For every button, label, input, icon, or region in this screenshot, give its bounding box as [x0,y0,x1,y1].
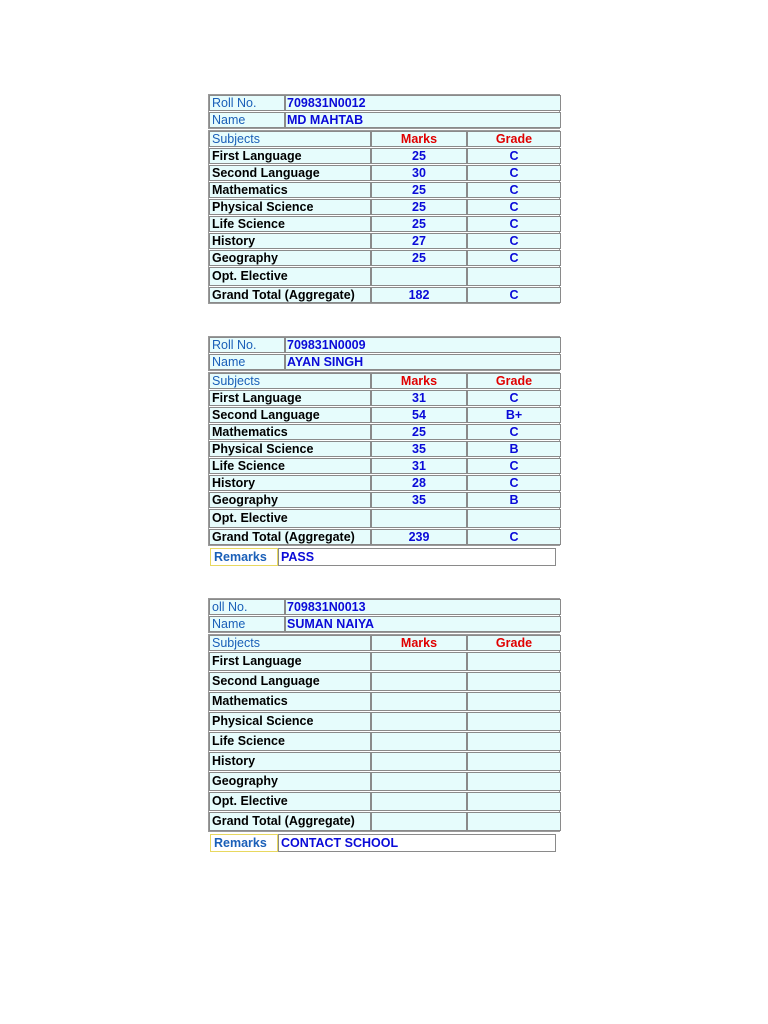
subject-name: Physical Science [209,712,371,731]
marks-header: Marks [371,635,467,651]
subject-marks [371,672,467,691]
subject-grade: C [467,148,561,164]
subject-name: Mathematics [209,182,371,198]
subject-grade [467,792,561,811]
subject-marks [371,732,467,751]
table-row [209,267,559,286]
subject-marks [371,509,467,528]
table-row [209,475,559,491]
table-row [209,652,559,671]
total-label: Grand Total (Aggregate) [209,287,371,303]
student-info [208,94,560,129]
total-grade: C [467,287,561,303]
name-row [209,354,559,370]
subject-name: History [209,752,371,771]
subject-name: Second Language [209,165,371,181]
table-row [209,199,559,215]
grade-header: Grade [467,131,561,147]
subject-name: Opt. Elective [209,509,371,528]
subject-grade [467,732,561,751]
roll-row [209,337,559,353]
student-info [208,336,560,371]
subject-name: History [209,475,371,491]
total-marks: 182 [371,287,467,303]
subject-grade [467,652,561,671]
subject-grade: C [467,233,561,249]
subject-name: Geography [209,250,371,266]
total-row [209,812,559,831]
subject-marks: 27 [371,233,467,249]
subject-name: Geography [209,492,371,508]
subject-grade [467,692,561,711]
table-row [209,772,559,791]
subject-name: Second Language [209,407,371,423]
grade-header: Grade [467,635,561,651]
subject-marks [371,267,467,286]
subject-grade: C [467,216,561,232]
name-value: AYAN SINGH [285,354,561,370]
table-row [209,250,559,266]
subjects-header: Subjects [209,635,371,651]
subject-name: Mathematics [209,424,371,440]
table-header [209,131,559,147]
subject-name: First Language [209,390,371,406]
subject-marks [371,652,467,671]
subject-grade: C [467,424,561,440]
subject-marks: 25 [371,250,467,266]
subject-marks [371,772,467,791]
subject-marks [371,792,467,811]
subject-marks: 25 [371,182,467,198]
subject-grade [467,752,561,771]
subject-marks [371,712,467,731]
subject-grade: C [467,165,561,181]
subject-marks: 25 [371,424,467,440]
subject-marks: 31 [371,390,467,406]
subject-grade [467,712,561,731]
table-row [209,441,559,457]
subject-name: Mathematics [209,692,371,711]
roll-value: 709831N0012 [285,95,561,111]
subject-marks: 25 [371,148,467,164]
subject-marks: 31 [371,458,467,474]
roll-value: 709831N0009 [285,337,561,353]
subject-marks: 25 [371,199,467,215]
subject-grade: C [467,250,561,266]
table-row [209,792,559,811]
subject-grade: C [467,182,561,198]
subject-grade: B [467,441,561,457]
subjects-header: Subjects [209,373,371,389]
table-row [209,407,559,423]
grade-header: Grade [467,373,561,389]
subject-name: Geography [209,772,371,791]
total-marks: 239 [371,529,467,545]
remarks-label: Remarks [210,834,278,852]
subject-grade: C [467,458,561,474]
table-row [209,509,559,528]
subjects-header: Subjects [209,131,371,147]
subject-grade: C [467,475,561,491]
result-card-3 [208,598,560,852]
remarks-row [208,548,560,566]
table-row [209,752,559,771]
table-row [209,182,559,198]
student-info [208,598,560,633]
subject-grade: C [467,390,561,406]
subject-grade [467,672,561,691]
total-grade [467,812,561,831]
subject-marks [371,752,467,771]
name-label: Name [209,112,285,128]
marks-table [208,634,560,832]
table-header [209,373,559,389]
marks-header: Marks [371,131,467,147]
name-row [209,616,559,632]
remarks-value: CONTACT SCHOOL [278,834,556,852]
total-marks [371,812,467,831]
subject-grade [467,267,561,286]
subject-marks: 28 [371,475,467,491]
subject-name: Physical Science [209,199,371,215]
table-row [209,233,559,249]
roll-row [209,599,559,615]
subject-marks [371,692,467,711]
table-row [209,390,559,406]
subject-grade: C [467,199,561,215]
total-row [209,529,559,545]
subject-marks: 35 [371,492,467,508]
subject-grade: B+ [467,407,561,423]
subject-name: Life Science [209,458,371,474]
subject-marks: 35 [371,441,467,457]
name-row [209,112,559,128]
name-value: SUMAN NAIYA [285,616,561,632]
subject-name: First Language [209,148,371,164]
subject-marks: 25 [371,216,467,232]
total-label: Grand Total (Aggregate) [209,812,371,831]
marks-table [208,130,560,304]
remarks-label: Remarks [210,548,278,566]
subject-name: Physical Science [209,441,371,457]
table-header [209,635,559,651]
total-row [209,287,559,303]
subject-grade [467,772,561,791]
remarks-row [208,834,560,852]
table-row [209,165,559,181]
subject-name: First Language [209,652,371,671]
subject-marks: 30 [371,165,467,181]
table-row [209,712,559,731]
subject-name: Second Language [209,672,371,691]
roll-label: Roll No. [209,337,285,353]
result-card-1 [208,94,560,304]
result-card-2 [208,336,560,566]
roll-label: oll No. [209,599,285,615]
subject-name: Opt. Elective [209,792,371,811]
roll-value: 709831N0013 [285,599,561,615]
marks-table [208,372,560,546]
table-row [209,216,559,232]
subject-name: Life Science [209,216,371,232]
name-label: Name [209,354,285,370]
remarks-value: PASS [278,548,556,566]
table-row [209,492,559,508]
subject-grade [467,509,561,528]
table-row [209,458,559,474]
roll-row [209,95,559,111]
subject-name: Opt. Elective [209,267,371,286]
total-grade: C [467,529,561,545]
subject-name: History [209,233,371,249]
subject-grade: B [467,492,561,508]
total-label: Grand Total (Aggregate) [209,529,371,545]
table-row [209,424,559,440]
subject-marks: 54 [371,407,467,423]
subject-name: Life Science [209,732,371,751]
roll-label: Roll No. [209,95,285,111]
table-row [209,692,559,711]
table-row [209,148,559,164]
name-label: Name [209,616,285,632]
marks-header: Marks [371,373,467,389]
table-row [209,732,559,751]
table-row [209,672,559,691]
name-value: MD MAHTAB [285,112,561,128]
